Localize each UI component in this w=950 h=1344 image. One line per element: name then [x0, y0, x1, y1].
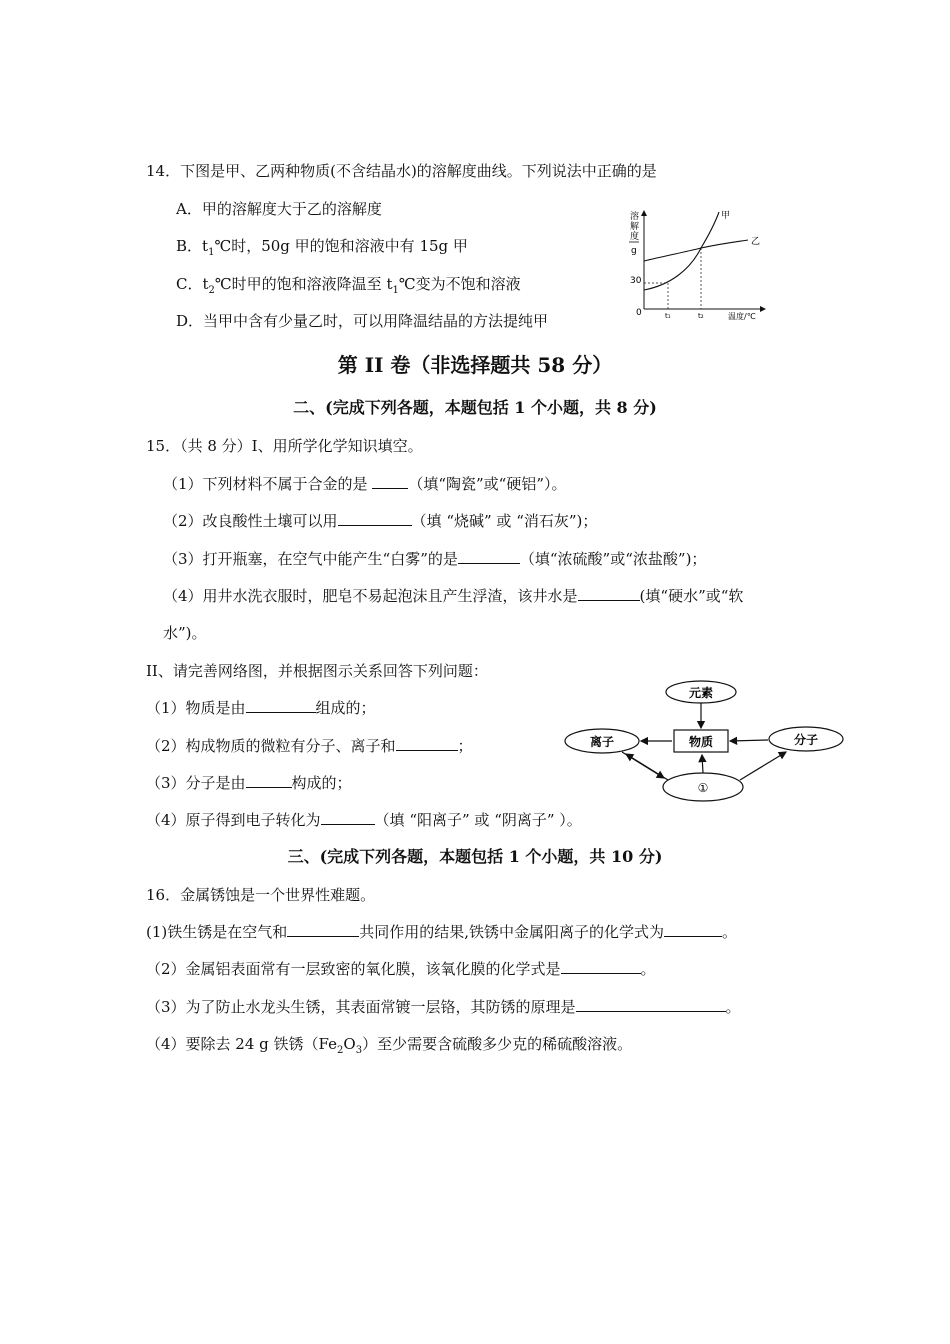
series-jia-curve	[644, 212, 719, 290]
q16-sub-4: （4）要除去 24 g 铁锈$(Fe_2O_3)$至少需要含硫酸多少克的稀硫酸溶液。	[146, 1035, 633, 1056]
series-yi-curve	[644, 240, 748, 261]
y-tick-30: 30	[630, 276, 642, 286]
part-2-title: 二、(完成下列各题，本题包括 1 个小题，共 8 分)	[293, 398, 657, 417]
arrow-blank-molecule	[740, 752, 786, 780]
ylabel-2: 解	[630, 222, 640, 232]
q14-stem: 14．下图是甲、乙两种物质(不含结晶水)的溶解度曲线。下列说法中正确的是	[146, 162, 657, 180]
answer-blank[interactable]	[246, 698, 316, 713]
series-jia-label: 甲	[721, 211, 731, 221]
answer-blank[interactable]	[578, 586, 640, 601]
q15-sub-2: （2）改良酸性土壤可以用 （填 “烧碱” 或 “消石灰”)；	[163, 512, 598, 530]
answer-blank[interactable]	[396, 736, 458, 751]
answer-blank[interactable]	[321, 810, 375, 825]
arrow-molecule-substance	[730, 740, 768, 741]
part-3-title: 三、(完成下列各题，本题包括 1 个小题，共 10 分)	[287, 847, 663, 866]
q14-option-d: D．当甲中含有少量乙时，可以用降温结晶的方法提纯甲	[176, 312, 549, 330]
solubility-chart	[620, 205, 780, 320]
ylabel-1: 溶	[630, 212, 640, 222]
q14-option-b: B．$t_1℃$时，50g 甲的饱和溶液中有 15g 甲	[176, 237, 468, 258]
node-substance-label: 物质	[688, 735, 714, 749]
node-element-label: 元素	[688, 686, 714, 700]
q15-sub-1: （1）下列材料不属于合金的是 （填“陶瓷”或“硬铝”）。	[163, 475, 567, 493]
q15-sub-3: （3）打开瓶塞，在空气中能产生“白雾”的是 （填“浓硫酸”或“浓盐酸”)；	[163, 550, 707, 568]
network-diagram	[560, 676, 850, 806]
q16-sub-2: （2）金属铝表面常有一层致密的氧化膜，该氧化膜的化学式是 。	[146, 960, 656, 978]
answer-blank[interactable]	[246, 773, 292, 788]
q15-ii-3: （3）分子是由 构成的；	[146, 774, 352, 792]
node-molecule-label: 分子	[793, 733, 819, 747]
arrow-ion-blank	[622, 752, 664, 778]
q16-stem: 16．金属锈蚀是一个世界性难题。	[146, 886, 376, 904]
answer-blank[interactable]	[458, 549, 520, 564]
q15-sub-4: （4）用井水洗衣服时，肥皂不易起泡沫且产生浮渣，该井水是 (填“硬水”或“软	[163, 587, 744, 605]
answer-blank[interactable]	[664, 922, 722, 937]
series-yi-label: 乙	[751, 237, 761, 247]
q15-ii-4: （4）原子得到电子转化为 （填 “阳离子” 或 “阴离子” ）。	[146, 811, 582, 829]
answer-blank[interactable]	[338, 511, 412, 526]
q15-stem: 15．（共 8 分）I、用所学化学知识填空。	[146, 437, 423, 455]
origin-label: 0	[636, 308, 642, 318]
section-2-title: 第 II 卷（非选择题共 58 分）	[337, 353, 613, 377]
q14-option-c: C．$t_2℃$时甲的饱和溶液降温至 $t_1℃$变为不饱和溶液	[176, 275, 521, 296]
answer-blank[interactable]	[372, 474, 408, 489]
q16-sub-3: （3）为了防止水龙头生锈，其表面常镀一层铬，其防锈的原理是 。	[146, 998, 741, 1016]
q16-sub-1: (1)铁生锈是在空气和 共同作用的结果,铁锈中金属阳离子的化学式为 。	[146, 923, 738, 941]
q14-option-a: A．甲的溶解度大于乙的溶解度	[176, 200, 382, 218]
q15-ii-1: （1）物质是由 组成的；	[146, 699, 376, 717]
x-tick-t1: t₁	[665, 312, 671, 320]
q15-sub-4-cont: 水”)。	[163, 624, 207, 642]
x-tick-t2: t₂	[698, 312, 704, 320]
ylabel-3: 度	[630, 232, 640, 242]
ylabel-unit: g	[631, 246, 637, 256]
arrow-blank-substance	[702, 755, 703, 773]
q15-part-ii-stem: II、请完善网络图，并根据图示关系回答下列问题：	[146, 662, 488, 680]
answer-blank[interactable]	[576, 997, 726, 1012]
xlabel: 温度/℃	[728, 312, 756, 320]
node-blank-1-label: ①	[697, 781, 709, 795]
q15-ii-2: （2）构成物质的微粒有分子、离子和 ；	[146, 737, 473, 755]
answer-blank[interactable]	[561, 959, 641, 974]
node-ion-label: 离子	[589, 735, 615, 749]
answer-blank[interactable]	[287, 922, 359, 937]
